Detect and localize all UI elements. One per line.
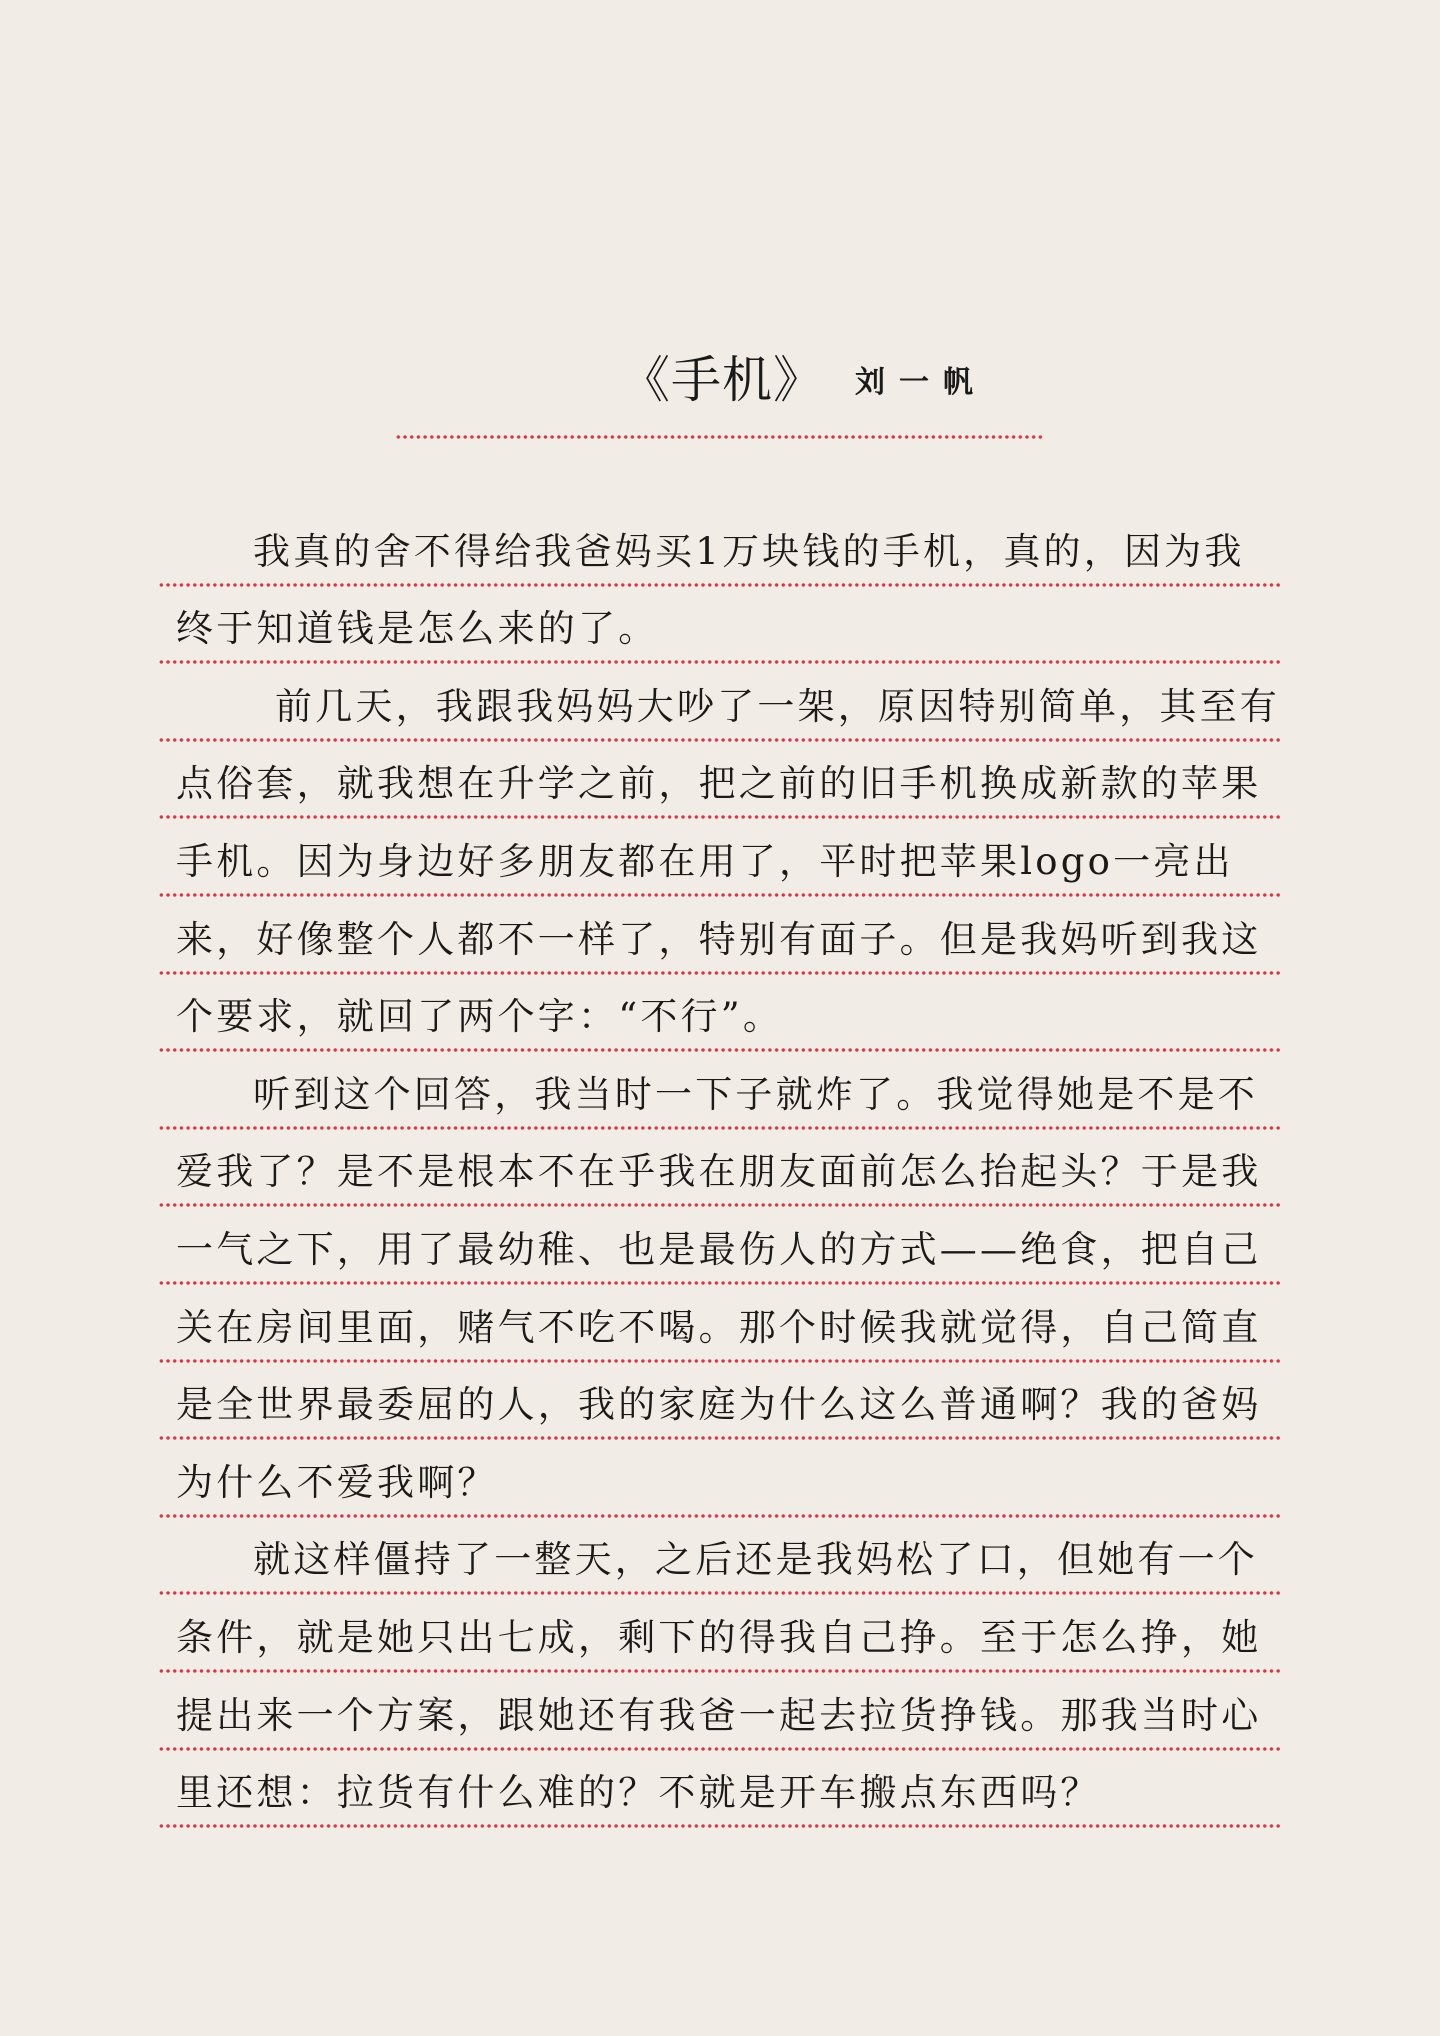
line-text: 来，好像整个人都不一样了，特别有面子。但是我妈听到我这: [176, 917, 1262, 961]
line-text: 里还想：拉货有什么难的？不就是开车搬点东西吗？: [176, 1771, 1101, 1815]
line-text: 个要求，就回了两个字：“不行”。: [176, 995, 784, 1039]
line-text: 我真的舍不得给我爸妈买1万块钱的手机，真的，因为我: [253, 529, 1245, 573]
line-text: 前几天，我跟我妈妈大吵了一架，原因特别简单，其至有: [275, 684, 1280, 728]
text-line: [158, 664, 1280, 742]
text-line: [158, 1751, 1280, 1829]
line-text: 为什么不爱我啊？: [176, 1460, 498, 1504]
text-line: [158, 819, 1280, 897]
essay-body: [158, 509, 1280, 1828]
text-line: [158, 975, 1280, 1053]
text-line: [158, 1285, 1280, 1363]
text-line: [158, 742, 1280, 820]
text-line: [158, 1363, 1280, 1441]
text-line: [158, 1673, 1280, 1751]
text-line: [158, 1440, 1280, 1518]
line-text: 一气之下，用了最幼稚、也是最伤人的方式——绝食，把自己: [176, 1227, 1262, 1271]
essay-title: 《手机》: [620, 351, 824, 409]
line-text: 关在房间里面，赌气不吃不喝。那个时候我就觉得，自己简直: [176, 1305, 1262, 1349]
text-line: [158, 1052, 1280, 1130]
text-line: [158, 587, 1280, 665]
line-text: 终于知道钱是怎么来的了。: [176, 607, 659, 651]
author-signature: 刘一帆: [855, 365, 987, 400]
line-text: 手机。因为身边好多朋友都在用了，平时把苹果logo一亮出: [176, 839, 1234, 883]
line-text: 就这样僵持了一整天，之后还是我妈松了口，但她有一个: [253, 1538, 1258, 1582]
line-text: 是全世界最委屈的人，我的家庭为什么这么普通啊？我的爸妈: [176, 1383, 1262, 1427]
line-text: 爱我了？是不是根本不在乎我在朋友面前怎么抬起头？于是我: [176, 1150, 1262, 1194]
text-line: [158, 1207, 1280, 1285]
text-line: [158, 897, 1280, 975]
line-text: 听到这个回答，我当时一下子就炸了。我觉得她是不是不: [253, 1072, 1258, 1116]
text-line: [158, 1595, 1280, 1673]
text-line: [158, 1518, 1280, 1596]
title-dotted-rule: [395, 435, 1043, 439]
dotted-rule: [158, 1824, 1280, 1828]
text-line: [158, 1130, 1280, 1208]
line-text: 点俗套，就我想在升学之前，把之前的旧手机换成新款的苹果: [176, 762, 1262, 806]
title-block: [395, 345, 1045, 440]
line-text: 条件，就是她只出七成，剩下的得我自己挣。至于怎么挣，她: [176, 1615, 1262, 1659]
line-text: 提出来一个方案，跟她还有我爸一起去拉货挣钱。那我当时心: [176, 1693, 1262, 1737]
text-line: [158, 509, 1280, 587]
